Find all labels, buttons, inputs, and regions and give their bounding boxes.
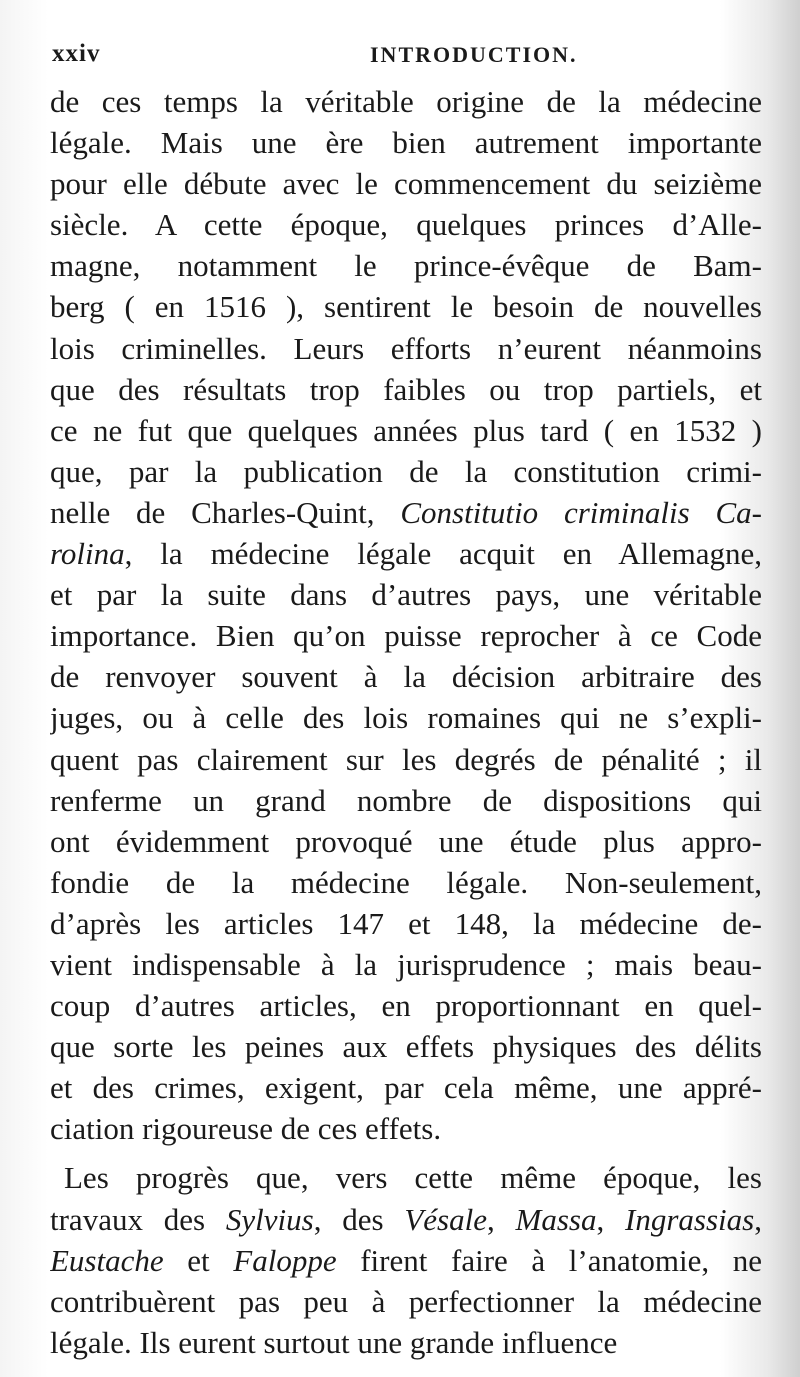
text-run: fondie de la médecine légale. Non-seulement, [50, 864, 762, 900]
text-line [50, 1108, 762, 1149]
text-line [50, 697, 762, 738]
text-run: légale. Ils eurent surtout une grande influence [50, 1324, 618, 1360]
text-line [50, 163, 762, 204]
text-line [50, 780, 762, 821]
text-run: et des crimes, exigent, par cela même, une appré- [50, 1070, 762, 1106]
body-text [50, 81, 762, 1363]
text-line [50, 286, 762, 327]
text-line [50, 204, 762, 245]
text-run: magne, notamment le prince-évêque de Bam- [50, 248, 762, 284]
text-run: vient indispensable à la jurisprudence ; mais beau- [50, 946, 762, 982]
text-line [50, 369, 762, 410]
text-run: d’après les articles 147 et 148, la médecine de- [50, 905, 762, 941]
text-run: de renvoyer souvent à la décision arbitraire des [50, 659, 762, 695]
text-line [50, 1199, 762, 1240]
text-run: que, par la publication de la constitution crimi- [50, 453, 762, 489]
text-line [50, 492, 762, 533]
italic-text: Vésale [404, 1201, 487, 1237]
text-line [50, 1067, 762, 1108]
text-run: , la médecine légale acquit en Allemagne, [124, 536, 762, 572]
text-run: berg ( en 1516 ), sentirent le besoin de nouvelles [50, 289, 762, 325]
text-line [50, 1157, 762, 1198]
text-line [50, 122, 762, 163]
text-line [50, 574, 762, 615]
text-line [50, 944, 762, 985]
text-line [50, 739, 762, 780]
text-run: et par la suite dans d’autres pays, une véritable [50, 577, 762, 613]
text-run: ce ne fut que quelques années plus tard ( en 1532 ) [50, 412, 762, 448]
text-line [50, 862, 762, 903]
text-run: , [596, 1201, 626, 1237]
text-run: pour elle débute avec le commencement du seizième [50, 166, 762, 202]
page-header [52, 30, 752, 76]
text-line [50, 656, 762, 697]
italic-text: rolina [50, 536, 125, 572]
text-run: Les progrès que, vers cette même époque, les [64, 1160, 762, 1196]
text-run: , [754, 1201, 762, 1237]
text-run: firent faire à l’anatomie, ne [336, 1242, 762, 1278]
text-line [50, 533, 762, 574]
text-line [50, 245, 762, 286]
text-run: , [487, 1201, 516, 1237]
text-line [50, 985, 762, 1026]
paragraph [50, 1157, 762, 1362]
paragraph [50, 81, 762, 1149]
text-run: nelle de Charles-Quint, [50, 494, 401, 530]
text-run: , des [313, 1201, 405, 1237]
text-line [50, 410, 762, 451]
text-run: coup d’autres articles, en proportionnant en quel- [50, 988, 762, 1024]
page-number: xxiv [52, 40, 101, 67]
text-line [50, 1322, 762, 1363]
text-run: ont évidemment provoqué une étude plus appro- [50, 823, 762, 859]
text-line [50, 903, 762, 944]
text-run: lois criminelles. Leurs efforts n’eurent néanmoins [50, 330, 762, 366]
text-line [50, 821, 762, 862]
text-run: que sorte les peines aux effets physiques des délits [50, 1029, 762, 1065]
text-line [50, 1026, 762, 1067]
text-run: légale. Mais une ère bien autrement importante [50, 125, 762, 161]
text-run: travaux des [50, 1201, 226, 1237]
text-line [50, 1240, 762, 1281]
text-run: siècle. A cette époque, quelques princes d’Alle- [50, 207, 762, 243]
text-run: que des résultats trop faibles ou trop partiels, et [50, 371, 762, 407]
text-run: quent pas clairement sur les degrés de pénalité ; il [50, 741, 762, 777]
italic-text: Sylvius [225, 1201, 314, 1237]
italic-text: Eustache [50, 1242, 164, 1278]
text-line [50, 451, 762, 492]
text-run: renferme un grand nombre de dispositions qui [50, 782, 762, 818]
paragraph-gap [50, 1149, 762, 1157]
text-run: ciation rigoureuse de ces effets. [50, 1111, 442, 1147]
text-run: de ces temps la véritable origine de la médecine [50, 84, 762, 119]
text-line [50, 615, 762, 656]
italic-text: Massa [515, 1201, 597, 1237]
text-line [50, 1281, 762, 1322]
italic-text: Constitutio criminalis Ca- [400, 494, 762, 530]
text-line [50, 328, 762, 369]
text-run: juges, ou à celle des lois romaines qui ne s’expli- [50, 700, 762, 736]
text-run: et [163, 1242, 234, 1278]
italic-text: Faloppe [233, 1242, 337, 1278]
italic-text: Ingrassias [625, 1201, 755, 1237]
text-run: contribuèrent pas peu à perfectionner la médecine [50, 1283, 762, 1319]
running-title: INTRODUCTION. [370, 42, 578, 67]
text-run: importance. Bien qu’on puisse reprocher à ce Code [50, 618, 762, 654]
text-line [50, 81, 762, 122]
